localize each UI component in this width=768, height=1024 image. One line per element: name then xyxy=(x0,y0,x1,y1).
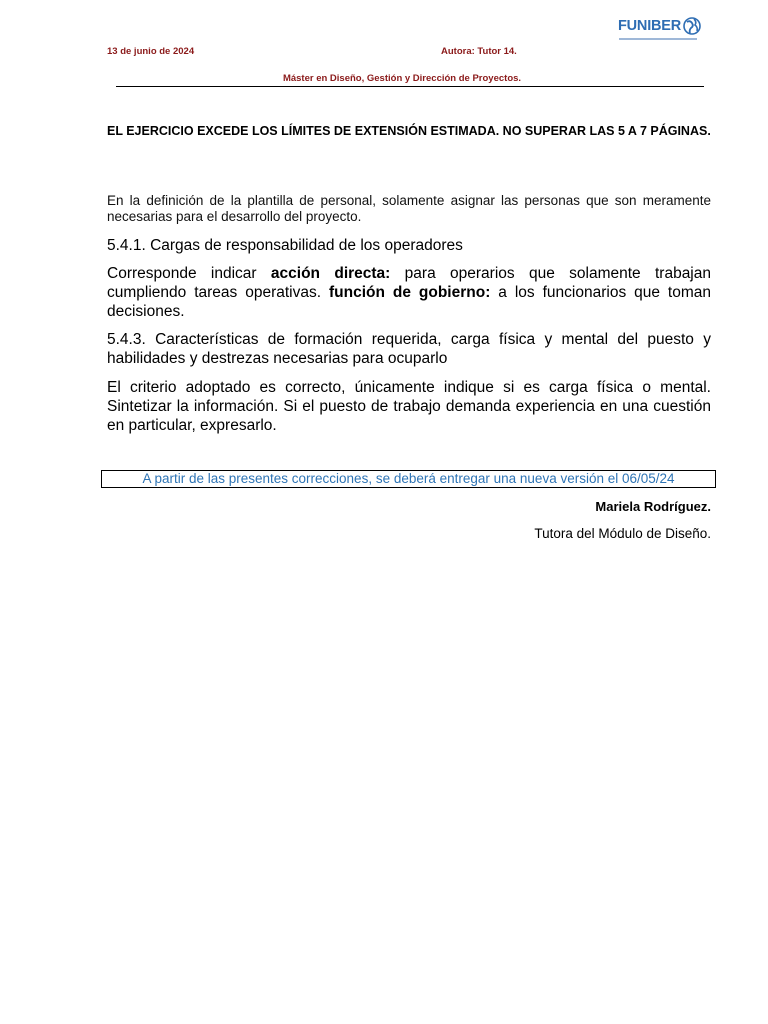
direct-action-term: acción directa: xyxy=(270,265,391,282)
length-warning: EL EJERCICIO EXCEDE LOS LÍMITES DE EXTENSIÓN ESTIMADA. NO SUPERAR LAS 5 A 7 PÁGINAS. xyxy=(107,124,711,138)
globe-icon xyxy=(682,16,702,36)
responsibility-text-3: a los funcionarios que toman decisiones. xyxy=(107,284,712,320)
criteria-paragraph: El criterio adoptado es correcto, únicamente indique si es carga física o mental. Sintetizar la información. Si el puesto de trabajo demanda experiencia en una cuestión en particular, expresarlo. xyxy=(107,379,711,434)
header-divider xyxy=(116,86,704,87)
responsibility-text-1: Corresponde indicar xyxy=(107,265,271,282)
program-title: Máster en Diseño, Gestión y Dirección de Proyectos. xyxy=(282,73,522,84)
document-author: Autora: Tutor 14. xyxy=(441,46,517,57)
signer-role: Tutora del Módulo de Diseño. xyxy=(534,526,711,541)
signer-name: Mariela Rodríguez. xyxy=(595,499,711,514)
funiber-logo xyxy=(618,16,708,46)
logo-wordmark: FUNIBER xyxy=(618,18,682,34)
responsibility-paragraph xyxy=(107,264,711,321)
section-5-4-1-title: 5.4.1. Cargas de responsabilidad de los operadores xyxy=(107,237,463,254)
governance-function-term: función de gobierno: xyxy=(328,284,491,301)
document-date: 13 de junio de 2024 xyxy=(107,46,195,57)
deadline-notice: A partir de las presentes correcciones, se deberá entregar una nueva versión el 06/05/24 xyxy=(101,470,716,488)
responsibility-text-2: para operarios que solamente trabajan cumpliendo tareas operativas. xyxy=(107,265,711,301)
staffing-note: En la definición de la plantilla de personal, solamente asignar las personas que son meramente necesarias para el desarrollo del proyecto. xyxy=(107,193,711,224)
logo-tagline xyxy=(619,38,697,40)
section-5-4-3-title: 5.4.3. Características de formación requerida, carga física y mental del puesto y habilidades y destrezas necesarias para ocuparlo xyxy=(107,331,711,367)
